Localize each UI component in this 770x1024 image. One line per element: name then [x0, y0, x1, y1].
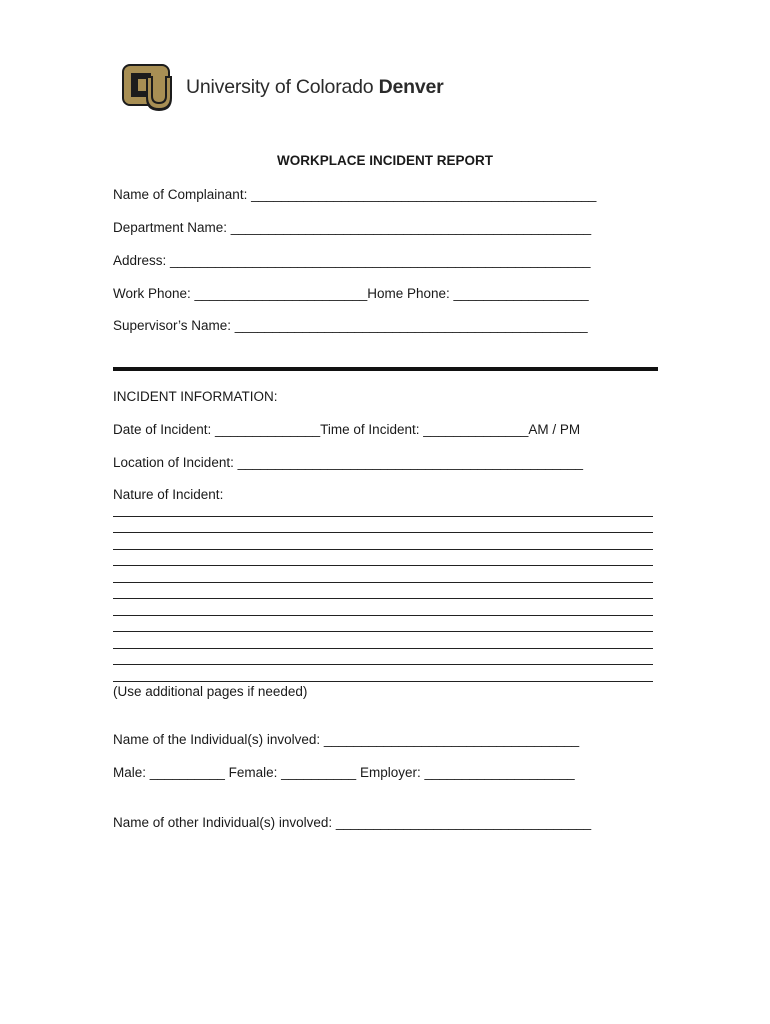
blank-line [113, 565, 653, 566]
gender-employer-field[interactable]: Male: __________ Female: __________ Employer: ____________________ [113, 765, 575, 780]
blank-line [113, 582, 653, 583]
address-field[interactable]: Address: ________________________________________________________ [113, 253, 591, 268]
blank-line [113, 598, 653, 599]
nature-label: Nature of Incident: [113, 487, 224, 502]
form-title: WORKPLACE INCIDENT REPORT [277, 153, 493, 168]
blank-line [113, 631, 653, 632]
additional-pages-note: (Use additional pages if needed) [113, 684, 308, 699]
other-individuals-field[interactable]: Name of other Individual(s) involved: __________________________________ [113, 815, 592, 830]
blank-line [113, 549, 653, 550]
blank-line [113, 648, 653, 649]
blank-line [113, 532, 653, 533]
complainant-field[interactable]: Name of Complainant: ______________________________________________ [113, 187, 597, 202]
cu-monogram-icon [122, 62, 176, 118]
blank-line [113, 516, 653, 517]
phones-field[interactable]: Work Phone: _______________________Home Phone: __________________ [113, 286, 589, 301]
supervisor-field[interactable]: Supervisor’s Name: _______________________________________________ [113, 318, 588, 333]
blank-line [113, 681, 653, 682]
department-field[interactable]: Department Name: ________________________________________________ [113, 220, 592, 235]
location-field[interactable]: Location of Incident: ______________________________________________ [113, 455, 583, 470]
section-divider [113, 367, 658, 371]
incident-section-heading: INCIDENT INFORMATION: [113, 389, 278, 404]
logo-wordmark: University of Colorado Denver [186, 76, 444, 98]
blank-line [113, 664, 653, 665]
university-logo [122, 62, 462, 120]
individuals-involved-field[interactable]: Name of the Individual(s) involved: __________________________________ [113, 732, 580, 747]
blank-line [113, 615, 653, 616]
date-time-field[interactable]: Date of Incident: ______________Time of Incident: ______________AM / PM [113, 422, 581, 437]
